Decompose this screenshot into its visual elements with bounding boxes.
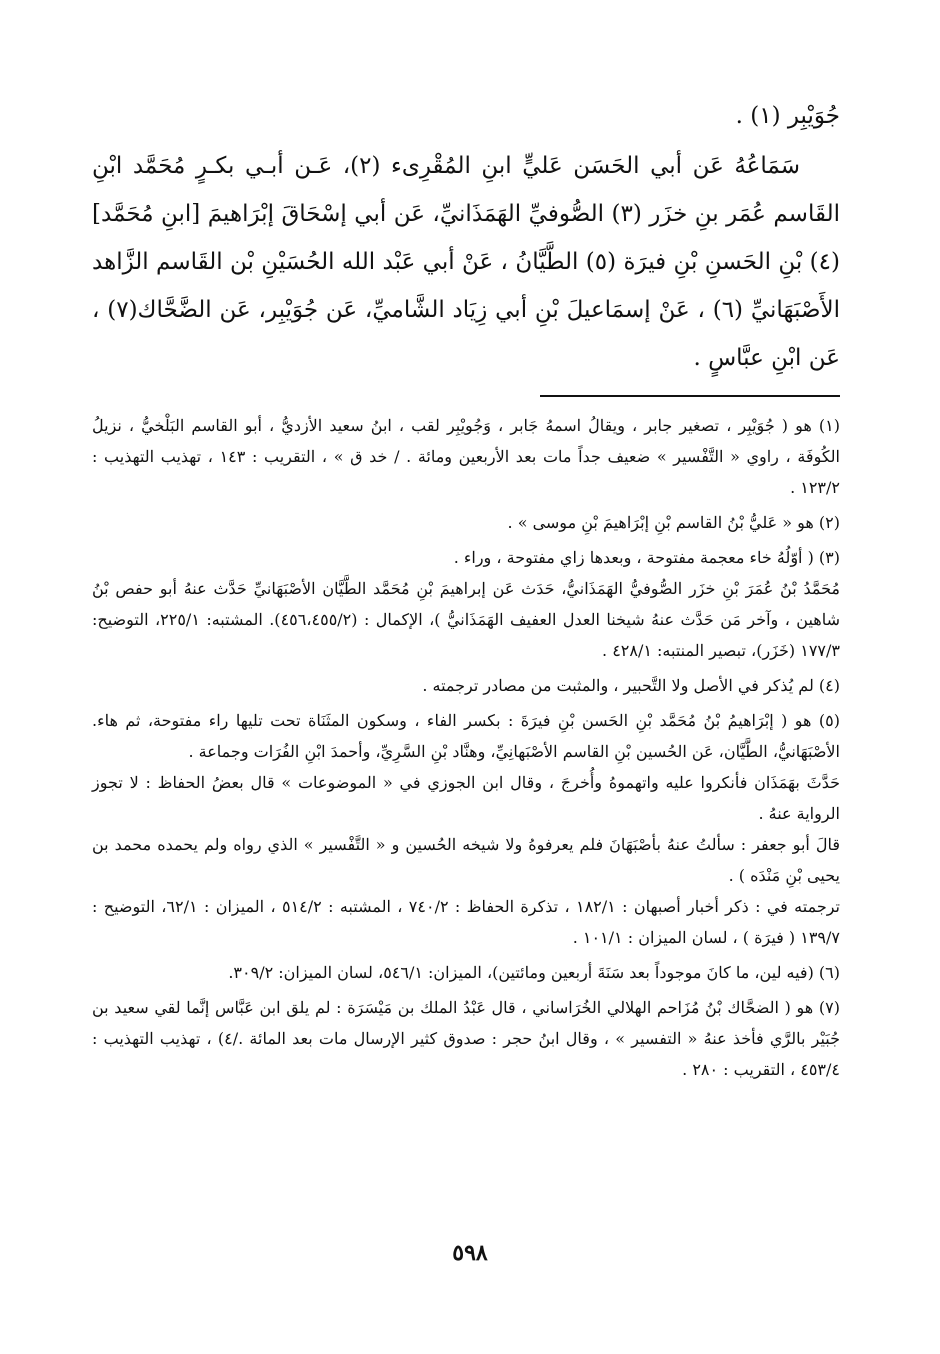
- footnote-6: [92, 957, 840, 988]
- footnote-paragraph: (٧) هو ( الضحَّاك بْنُ مُزَاحم الهلالي الخُرَاساني ، قال عَبْدُ الملك بن مَيْسَرَة : لم يلق ابن عَبَّاس إنَّما لقي سعيد بن جُبَيْر بالرَّي فأخذ عنهُ « التفسير » ، وقال ابنُ حجر : صدوق كثير الإرسال مات بعد المائة ./٤) ، تهذيب التهذيب : ٤٥٣/٤ ، التقريب : ٢٨٠ .: [92, 998, 840, 1079]
- page-number: ٥٩٨: [452, 1240, 488, 1266]
- footnote-paragraph: (٢) هو « عَليُّ بْنُ القاسم بْنِ إبْرَاهيمَ بْنِ موسى » .: [507, 513, 840, 532]
- footnote-paragraph: (١) هو ( جُوَيْبِر ، تصغير جابر ، ويقالُ اسمهُ جَابر ، وَجُويْبِر لقب ، ابنُ سعيد الأزديُّ ، أبو القاسم البَلْخيُّ ، نزيلُ الكُوفَة ، راوي « التَّفْسير » ضعيف جداً مات بعد الأربعين ومائة . / خد ق » ، التقريب : ١٤٣ ، تهذيب التهذيب : ١٢٣/٢ .: [92, 416, 840, 497]
- footnotes: [92, 410, 840, 1089]
- footnote-paragraph: (٦) (فيه لين، ما كانَ موجوداً بعد سَنَةَ أربعين ومائتين)، الميزان: ٥٤٦/١، لسان الميزان: ٣٠٩/٢.: [228, 963, 840, 982]
- main-text: [92, 92, 840, 382]
- footnote-7: [92, 992, 840, 1085]
- footnote-paragraph: (٥) هو ( إبْرَاهيمُ بْنُ مُحَمَّد بْنِ الحَسن بْنِ فيرَةَ : بكسر الفاء ، وسكون المثَنَاة تحت تليها راء مفتوحة، ثم هاء. الأصْبَهَانيُّ، الطَّيَّان، عَن الحُسين بْنِ القاسم الأصْبَهانِيِّ، وهنَّاد بْنِ السَّرِيِّ، وأحمدَ ابْنِ الفُرَات وجماعة .: [92, 711, 841, 761]
- footnote-separator: [540, 395, 840, 397]
- footnote-paragraph: ترجمته في : ذكر أخبار أصبهان : ١٨٢/١ ، تذكرة الحفاظ : ٧٤٠/٢ ، المشتبه : ٥١٤/٢ ، الميزان : ٦٢/١، التوضيح : ١٣٩/٧ ( فيرَة ) ، لسان الميزان : ١٠١/١ .: [92, 897, 841, 947]
- main-paragraph: سَمَاعُهُ عَن أبي الحَسَن عَليٍّ ابنِ المُقْرِىء (٢)، عَـن أبـي بكـرٍ مُحَمَّد ابْنِ القَاسم عُمَر بنِ خزَر (٣) الصُّوفيِّ الهَمَذَانيِّ، عَن أبي إسْحَاقَ إبْرَاهيمَ [ابنِ مُحَمَّد](٤) بْنِ الحَسنِ بْنِ فيرَة (٥) الطَّيَّانُ ، عَنْ أبي عَبْد الله الحُسَيْنِ بْن القَاسم الزَّاهد الأَصْبَهَانيِّ (٦) ، عَنْ إسمَاعيلَ بْنِ أبي زِيَاد الشَّاميِّ، عَن جُوَيْبِر، عَن الضَّحَّاك(٧) ، عَن ابْنِ عبَّاسٍ .: [92, 153, 840, 371]
- footnote-3: [92, 542, 840, 666]
- footnote-paragraph: قالَ أبو جعفر : سألتُ عنهُ بأصْبَهَانَ فلم يعرفوهُ ولا شيخه الحُسين و « التَّفْسير » الذي رواه ولم يحمده محمد بن يحيى بْنِ مَنْدَه ) .: [92, 835, 841, 885]
- main-first-line: جُوَيْبِر (١) .: [735, 103, 840, 129]
- footnote-4: [92, 670, 840, 701]
- footnote-paragraph: (٣) ( أوّلُهُ خاء معجمة مفتوحة ، وبعدها زاي مفتوحة ، وراء .: [453, 548, 840, 567]
- footnote-paragraph: حَدَّثَ بهَمَذَان فأنكروا عليه واتهموهُ وأُخرجَ ، وقال ابن الجوزي في « الموضوعات » قال بعضُ الحفاظ : لا تجوز الرواية عنهُ .: [92, 773, 840, 823]
- footnote-paragraph: (٤) لم يُذكر في الأصل ولا التَّحبير ، والمثبت من مصادر ترجمته .: [422, 676, 840, 695]
- footnote-5: [92, 705, 840, 953]
- footnote-1: [92, 410, 840, 503]
- footnote-paragraph: مُحَمَّدُ بْنُ عُمَرَ بْنِ خزَر الصُّوفيُّ الهَمَذَانيُّ، حَدَث عَن إبراهيمَ بْنِ مُحَمَّد الطَّيَّان الأصْبَهَانيِّ حَدَّث عنهُ أبو حفص بْنُ شاهين ، وآخر مَن حَدَّث عنهُ شيخنا العدل العفيف الهَمَذَانيُّ )، الإكمال : (٤٥٦،٤٥٥/٢). المشتبه: ٢٢٥/١، التوضيح: ١٧٧/٣ (خَزَر)، تبصير المنتبه: ٤٢٨/١ .: [92, 579, 841, 660]
- footnote-2: [92, 507, 840, 538]
